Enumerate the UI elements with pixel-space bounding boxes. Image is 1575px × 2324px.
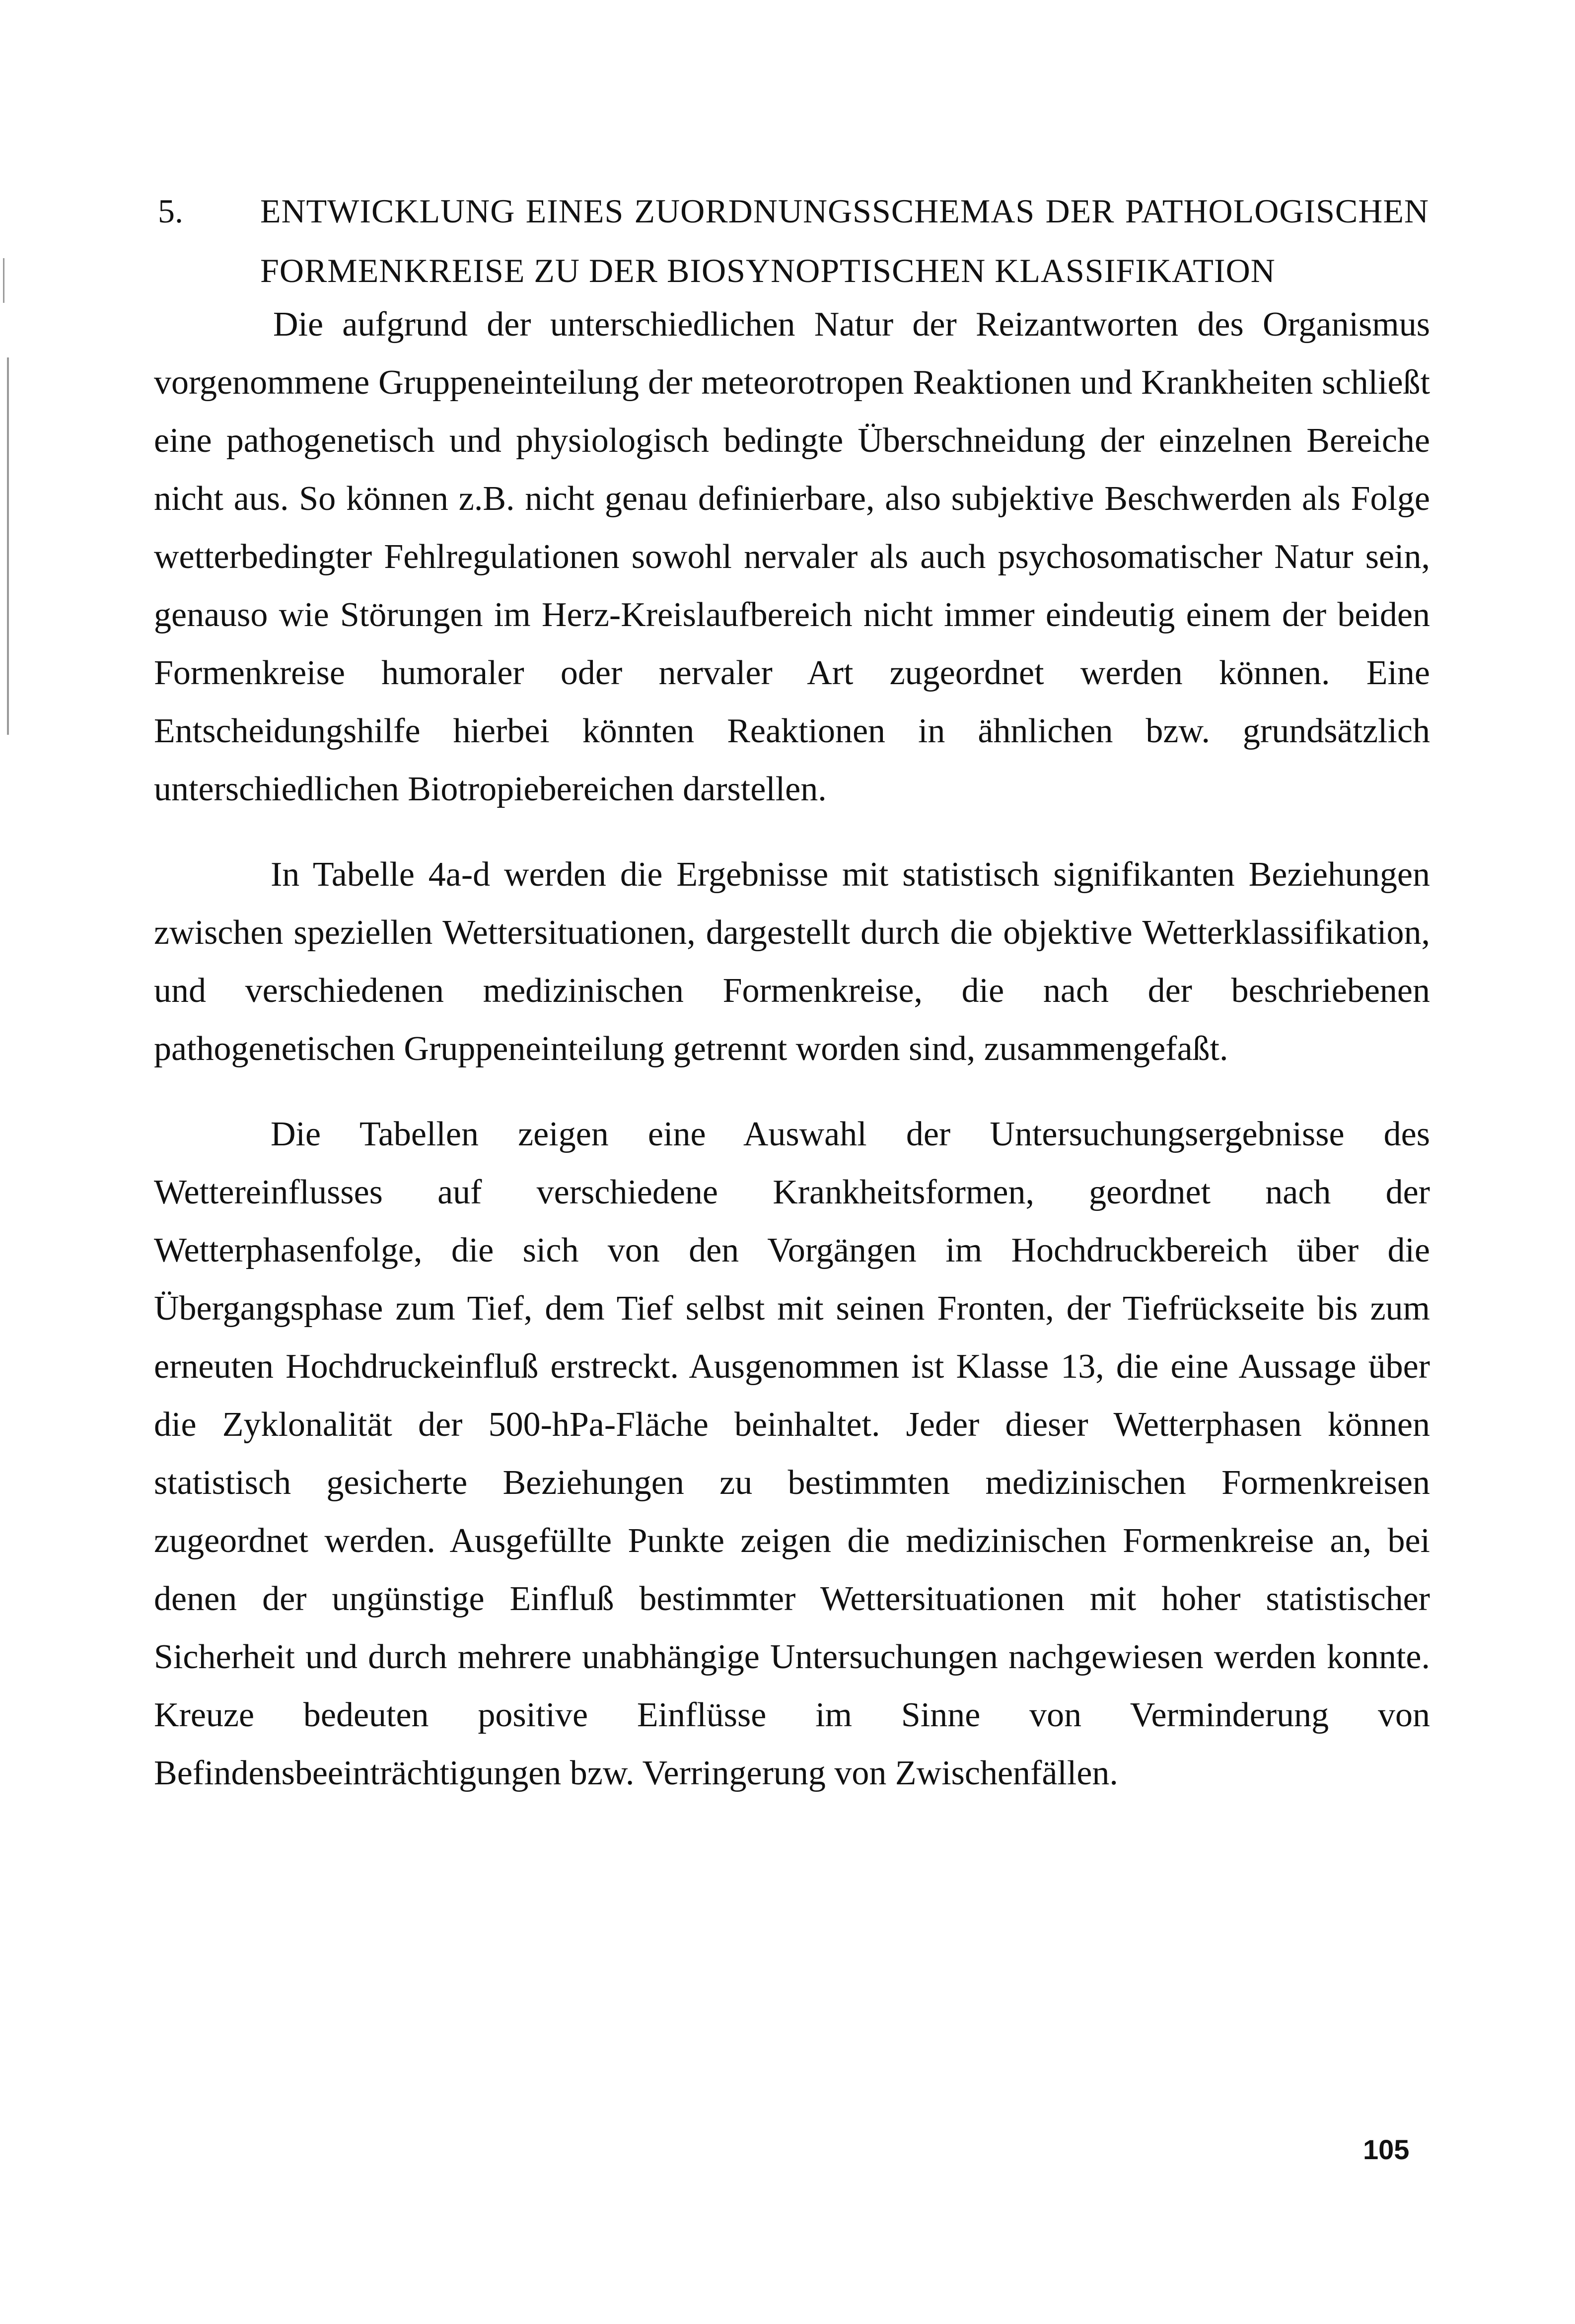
scan-edge-mark	[3, 258, 4, 303]
section-title: ENTWICKLUNG EINES ZUORDNUNGSSCHEMAS DER PATHOLOGISCHEN FORMENKREISE ZU DER BIOSYNOPTISCHEN KLASSIFIKATION	[260, 192, 1429, 289]
scan-edge-mark	[7, 357, 9, 735]
section-number: 5.	[158, 192, 183, 230]
paragraph-3: Die Tabellen zeigen eine Auswahl der Untersuchungsergebnisse des Wettereinflusses auf verschiedene Krankheitsformen, geordnet nach der Wetterphasenfolge, die sich von den Vorgängen im Hochdruckbereich über die Übergangsphase zum Tief, dem Tief selbst mit seinen Fronten, der Tiefrückseite bis zum erneuten Hochdruckeinfluß erstreckt. Ausgenommen ist Klasse 13, die eine Aussage über die Zyklonalität der 500-hPa-Fläche beinhaltet. Jeder dieser Wetterphasen können statistisch gesicherte Beziehungen zu bestimmten medizinischen Formenkreisen zugeordnet werden. Ausgefüllte Punkte zeigen die medizinischen Formenkreise an, bei denen der ungünstige Einfluß bestimmter Wettersituationen mit hoher statistischer Sicherheit und durch mehrere unabhängige Untersuchungen nachgewiesen werden konnte. Kreuze bedeuten positive Einflüsse im Sinne von Verminderung von Befindensbeeinträchtigungen bzw. Verringerung von Zwischenfällen.	[154, 1115, 1430, 1792]
paragraph-2: In Tabelle 4a-d werden die Ergebnisse mit statistisch signifikanten Beziehungen zwischen speziellen Wettersituationen, dargestellt durch die objektive Wetterklassifikation, und verschiedenen medizinischen Formenkreise, die nach der beschriebenen pathogenetischen Gruppeneinteilung getrennt worden sind, zusammengefaßt.	[154, 855, 1430, 1068]
paragraph-1: Die aufgrund der unterschiedlichen Natur der Reizantworten des Organismus vorgenommene Gruppeneinteilung der meteorotropen Reaktionen und Krankheiten schließt eine pathogenetisch und physiologisch bedingte Überschneidung der einzelnen Bereiche nicht aus. So können z.B. nicht genau definierbare, also subjektive Beschwerden als Folge wetterbedingter Fehlregulationen sowohl nervaler als auch psychosomatischer Natur sein, genauso wie Störungen im Herz-Kreislaufbereich nicht immer eindeutig einem der beiden Formenkreise humoraler oder nervaler Art zugeordnet werden können. Eine Entscheidungshilfe hierbei könnten Reaktionen in ähnlichen bzw. grundsätzlich unterschiedlichen Biotropiebereichen darstellen.	[154, 305, 1430, 808]
page-number: 105	[1363, 2134, 1410, 2165]
body-text	[154, 295, 1430, 1802]
